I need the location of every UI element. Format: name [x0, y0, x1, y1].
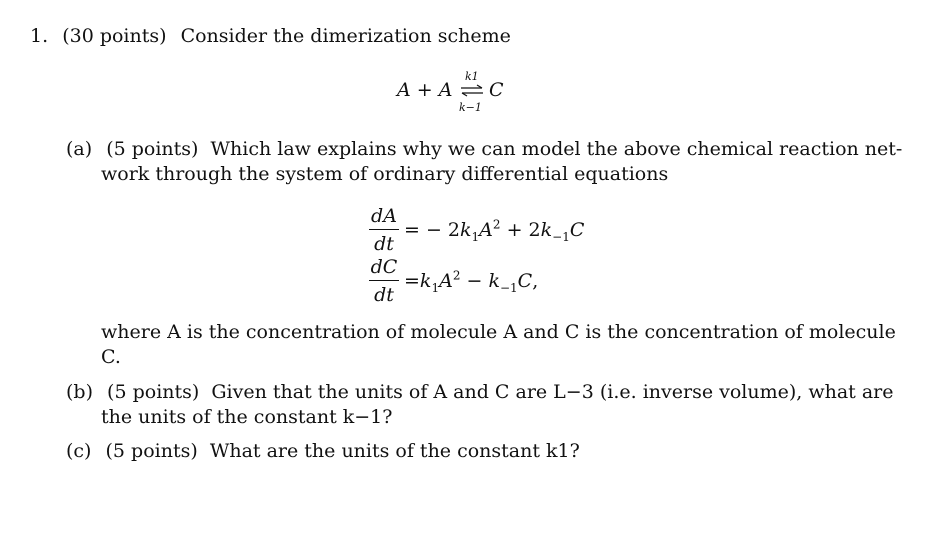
scheme-lhs: A + A: [397, 79, 453, 101]
part-c-points: (5 points): [105, 440, 198, 462]
part-b-label: (b): [66, 381, 93, 403]
eq1-denominator: dt: [374, 233, 394, 255]
part-a-points: (5 points): [106, 138, 199, 160]
part-a-where-line2: C.: [101, 346, 121, 368]
part-b-line2: the units of the constant k−1?: [101, 406, 393, 428]
problem-number: 1.: [30, 25, 49, 47]
eq1-rhs: = − $2k_1A^2 + 2k_{-1}C$: [404, 217, 585, 244]
scheme-k-reverse: k−1: [459, 101, 482, 114]
eq2-denominator: dt: [374, 284, 394, 306]
scheme-rhs: C: [489, 79, 504, 101]
part-c-line1: [66, 439, 580, 463]
reaction-scheme: [397, 78, 452, 102]
part-c-label: (c): [66, 440, 92, 462]
part-a-line2: work through the system of ordinary differential equations: [101, 163, 669, 185]
part-a-label: (a): [66, 138, 93, 160]
problem-intro: Consider the dimerization scheme: [180, 25, 511, 47]
part-a-question: Which law explains why we can model the above chemical reaction net-: [210, 138, 903, 160]
eq2-numerator: dC: [370, 256, 398, 278]
eq1-numerator: dA: [371, 205, 397, 227]
scheme-k-forward: k1: [465, 70, 479, 83]
eq1-fraction: [369, 205, 399, 255]
part-b-line1: [66, 380, 894, 404]
problem-points: (30 points): [62, 25, 167, 47]
part-a-line1: [66, 137, 902, 161]
eq2-fraction: [369, 256, 399, 306]
eq2-rhs: $=k_1A^2 - k_{-1}C$,: [404, 268, 539, 295]
part-b-question: Given that the units of A and C are L−3 (i.e. inverse volume), what are: [211, 381, 894, 403]
part-c-question: What are the units of the constant k1?: [209, 440, 580, 462]
part-b-points: (5 points): [107, 381, 200, 403]
part-a-where-line1: where A is the concentration of molecule A and C is the concentration of molecule: [101, 321, 896, 343]
equilibrium-arrow-icon: [459, 84, 485, 98]
problem-header: [30, 24, 511, 48]
